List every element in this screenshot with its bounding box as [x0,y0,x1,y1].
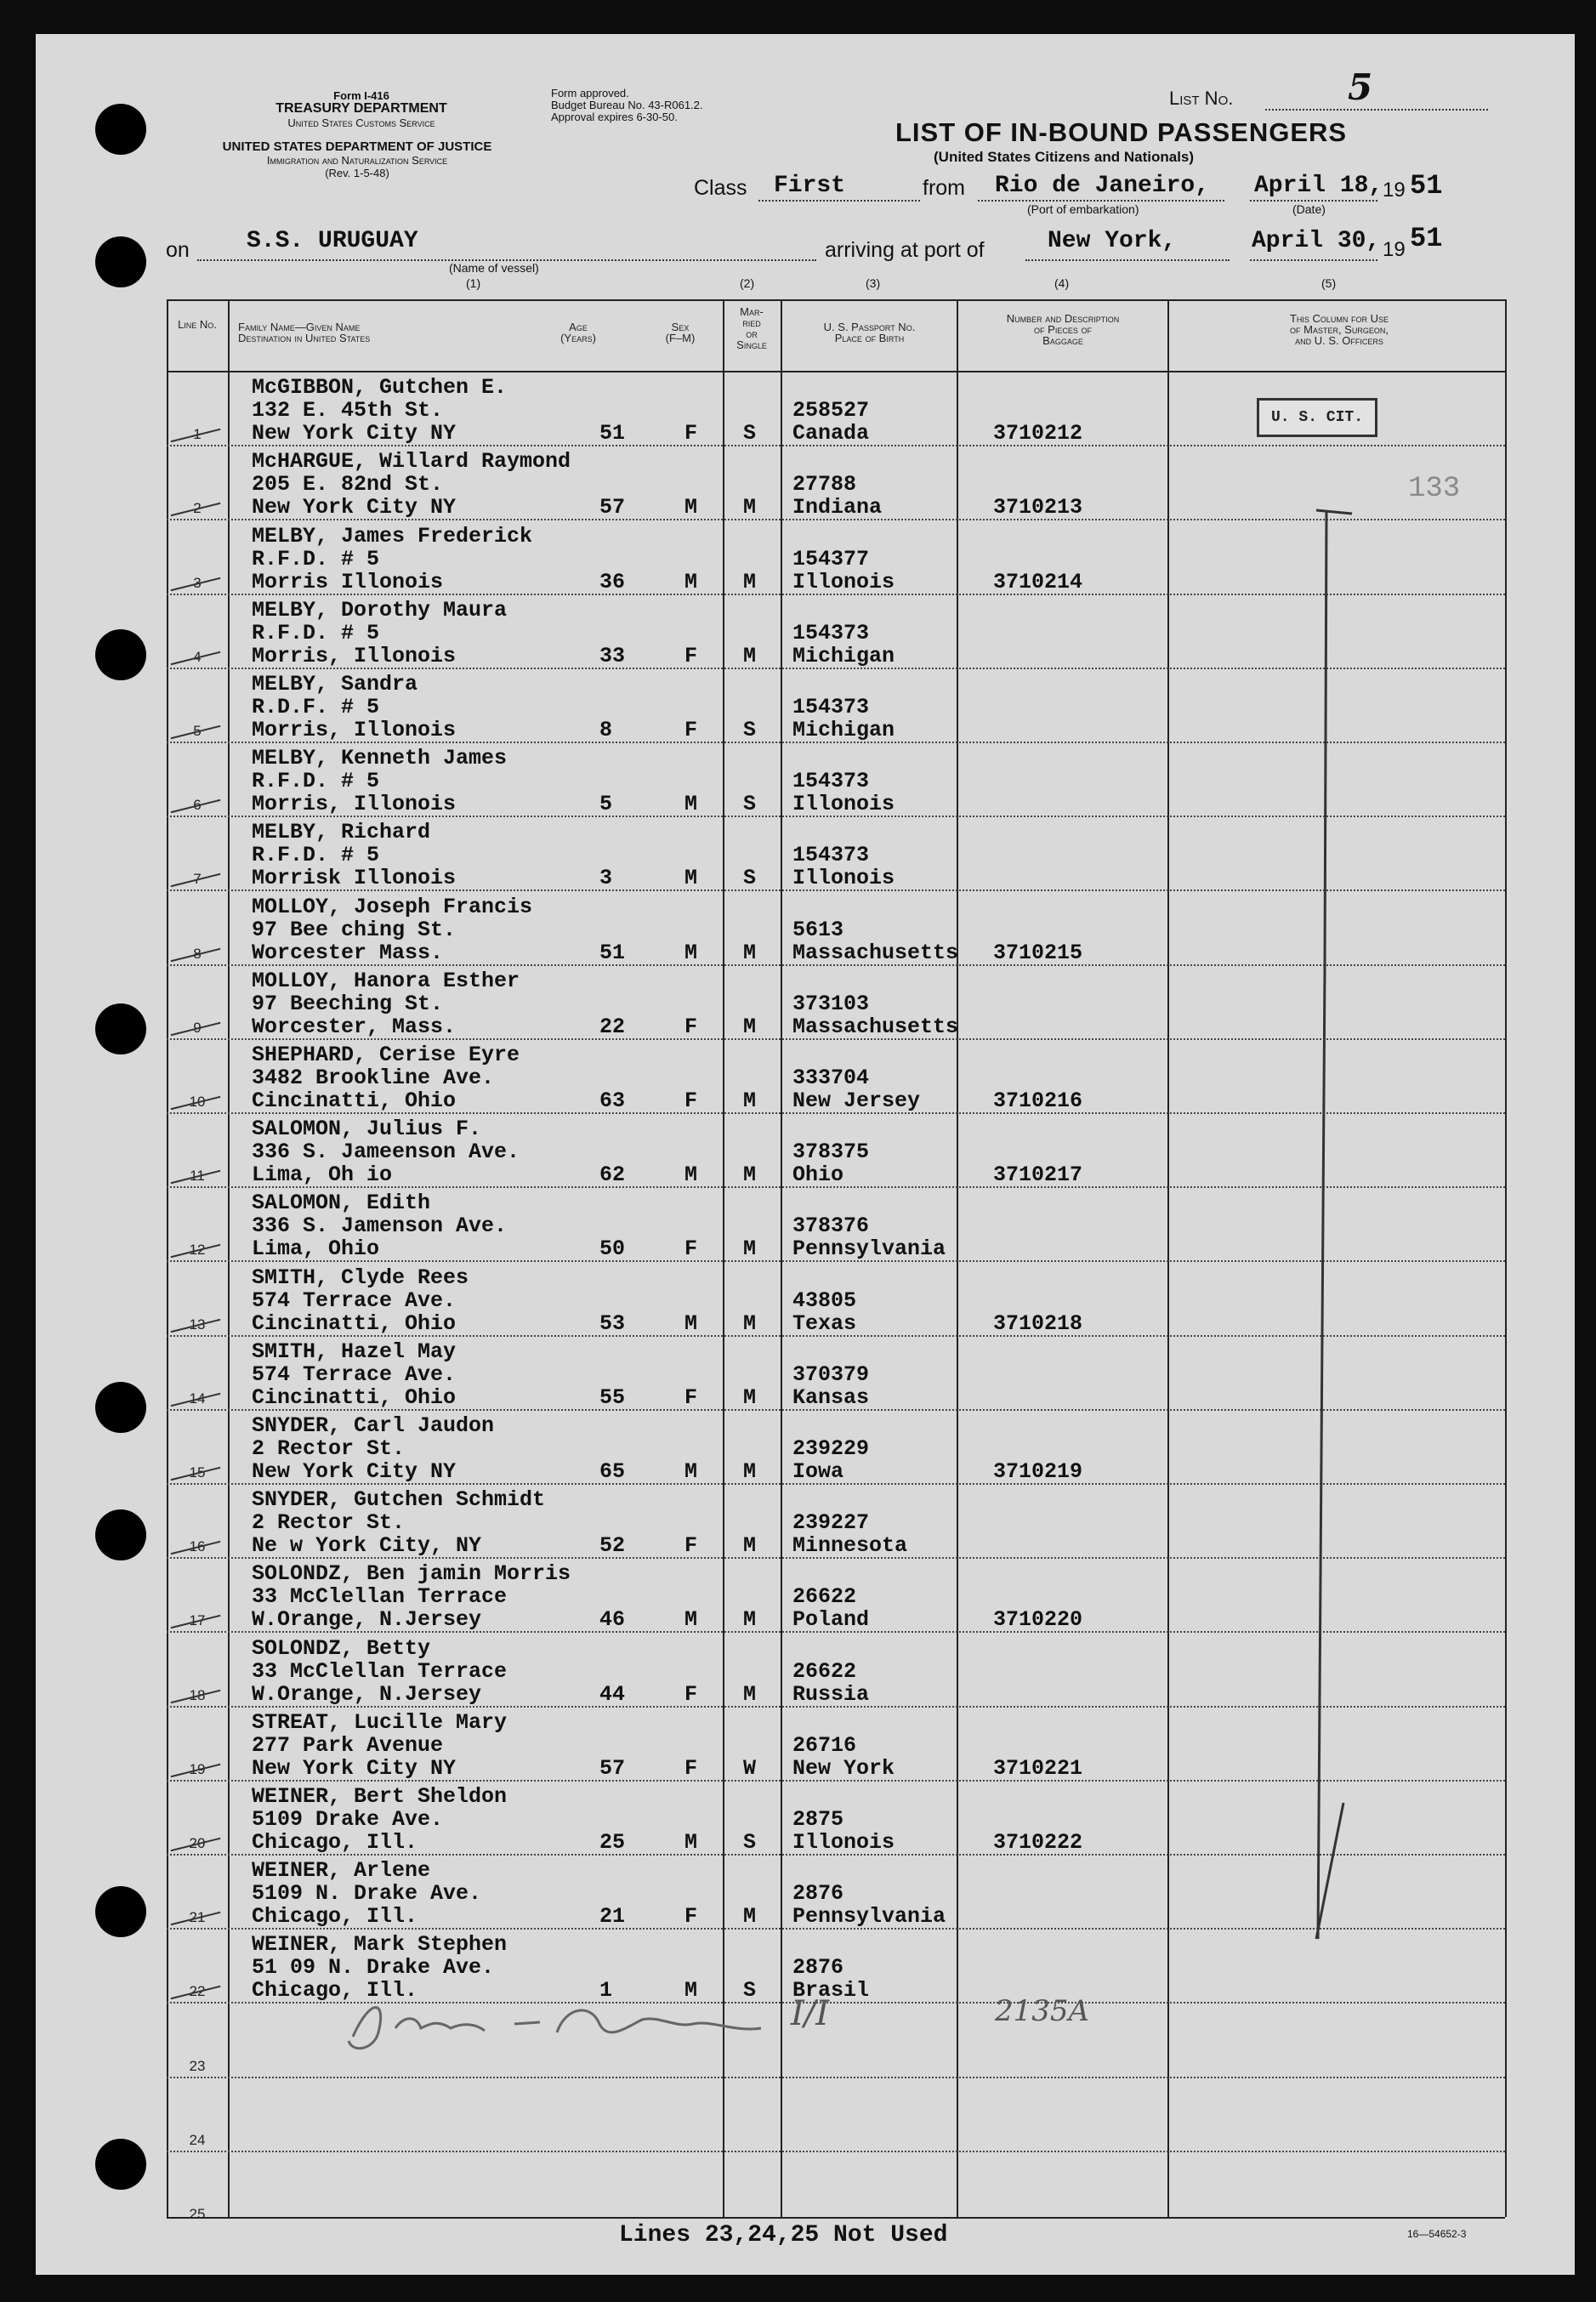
arrival-date-line [1250,259,1377,261]
handwritten-code: 2135A [995,1994,1090,2028]
punch-hole [95,1003,146,1054]
punch-hole [95,2139,146,2190]
line-number: 7 [193,871,202,888]
class-label: Class [694,176,747,200]
line-number: 21 [189,1909,206,1926]
line-number: 3 [193,574,202,591]
line-number: 15 [189,1464,206,1481]
passport-number: 154373 [792,620,870,645]
list-no-value: 5 [1348,66,1373,108]
passenger-city: Chicago, Ill. [252,1830,418,1855]
year-prefix: 19 [1383,179,1406,202]
baggage-number: 3710215 [993,940,1083,965]
passport-number: 43805 [792,1287,857,1313]
line-number: 2 [193,500,202,517]
table-bottom-border [167,2217,1505,2219]
place-of-birth: Illonois [792,792,895,817]
place-of-birth: Pennsylvania [792,1904,946,1930]
form-title: LIST OF IN-BOUND PASSENGERS [895,117,1348,147]
line-number: 12 [189,1242,206,1259]
baggage-number: 3710220 [993,1607,1083,1633]
passenger-age: 52 [599,1533,626,1559]
line-number: 17 [189,1612,206,1629]
place-of-birth: Indiana [792,495,883,520]
form-number: Form I-416 [333,89,389,102]
form-subtitle: (United States Citizens and Nationals) [934,149,1195,165]
passenger-name: WEINER, Arlene [252,1858,431,1884]
passenger-name: MOLLOY, Hanora Esther [252,968,520,993]
passenger-address: 5109 N. Drake Ave. [252,1881,482,1907]
line-number: 1 [193,426,202,443]
passenger-address: 5109 Drake Ave. [252,1807,444,1832]
passenger-age: 1 [599,1978,613,2004]
line-number: 19 [189,1760,206,1777]
passenger-age: 65 [599,1459,626,1484]
marital-status: S [743,1830,757,1855]
line-number: 5 [193,723,202,739]
passenger-name: WEINER, Bert Sheldon [252,1784,508,1809]
passenger-address: 336 S. Jameenson Ave. [252,1140,520,1165]
passenger-address: 2 Rector St. [252,1510,406,1536]
passenger-age: 51 [599,940,626,965]
passenger-city: Morris, Illonois [252,792,457,817]
line-number: 16 [189,1538,206,1555]
passenger-address: 33 McClellan Terrace [252,1658,508,1684]
passenger-address: 33 McClellan Terrace [252,1584,508,1610]
marital-status: M [743,1162,757,1188]
passport-number: 27788 [792,472,857,497]
passenger-address: 3482 Brookline Ave. [252,1066,495,1090]
line-number: 10 [189,1094,206,1110]
marital-status: S [743,792,757,817]
passenger-city: Morrisk Illonois [252,866,457,891]
marital-status: M [743,940,757,965]
passenger-age: 22 [599,1014,626,1039]
passenger-city: Cincinatti, Ohio [252,1384,457,1410]
passenger-name: MELBY, James Frederick [252,523,533,549]
port-caption: (Port of embarkation) [1027,202,1139,216]
marital-status: S [743,421,757,446]
revision: (Rev. 1-5-48) [325,167,389,179]
punch-hole [95,1382,146,1433]
from-label: from [923,176,965,200]
place-of-birth: Massachusetts [792,940,959,965]
passenger-name: McGIBBON, Gutchen E. [252,375,508,401]
place-of-birth: New York [792,1755,895,1781]
col-num-1: (1) [466,276,481,290]
passenger-address: 97 Beeching St. [252,991,444,1016]
punch-hole [95,629,146,680]
marital-status: M [743,1088,757,1113]
baggage-number: 3710212 [993,421,1083,446]
marital-status: M [743,1459,757,1484]
passenger-sex: F [684,1755,698,1781]
passenger-sex: M [684,495,698,520]
place-of-birth: Canada [792,421,870,446]
marital-status: M [743,1533,757,1559]
passport-number: 154373 [792,769,870,794]
passenger-name: MOLLOY, Joseph Francis [252,894,533,919]
passenger-name: SNYDER, Gutchen Schmidt [252,1487,546,1513]
passenger-city: Lima, Ohio [252,1236,380,1262]
passenger-sex: F [684,1904,698,1930]
col-header-passport: U. S. Passport No. Place of Birth [823,321,916,344]
place-of-birth: Minnesota [792,1533,908,1559]
passenger-name: MELBY, Dorothy Maura [252,597,508,622]
passenger-name: SMITH, Clyde Rees [252,1265,469,1290]
line-number: 18 [189,1686,206,1703]
row-divider [167,2077,1505,2078]
col-num-3: (3) [866,276,881,290]
passport-number: 26622 [792,1584,857,1610]
marital-status: M [743,495,757,520]
passport-number: 2876 [792,1881,844,1907]
marital-status: M [743,569,757,594]
passenger-address: 336 S. Jamenson Ave. [252,1214,508,1239]
marital-status: M [743,1310,757,1336]
passport-number: 2876 [792,1955,844,1981]
port-line [978,200,1224,202]
col-header-officers: This Column for Use of Master, Surgeon, and U. S. Officers [1289,312,1389,347]
passenger-name: SALOMON, Edith [252,1191,431,1216]
passenger-address: R.F.D. # 5 [252,769,380,794]
marital-status: M [743,1607,757,1633]
line-number: 4 [193,648,202,665]
justice-department: UNITED STATES DEPARTMENT OF JUSTICE [222,139,492,154]
list-no-line [1265,109,1488,111]
passenger-address: 2 Rector St. [252,1436,406,1461]
passenger-age: 25 [599,1830,626,1855]
baggage-number: 3710222 [993,1830,1083,1855]
passenger-sex: F [684,421,698,446]
us-citizen-stamp: U. S. CIT. [1257,398,1377,437]
baggage-number: 3710221 [993,1755,1083,1781]
marital-status: S [743,718,757,742]
passport-number: 26716 [792,1732,857,1758]
baggage-number: 3710217 [993,1162,1083,1188]
baggage-number: 3710219 [993,1459,1083,1484]
arrival-year: 51 [1410,223,1443,254]
place-of-birth: Michigan [792,643,895,668]
officer-check-line [1275,476,1377,2007]
place-of-birth: Brasil [792,1978,870,2004]
passenger-sex: F [684,1236,698,1262]
passenger-sex: M [684,1978,698,2004]
passenger-sex: M [684,1830,698,1855]
passenger-address: 205 E. 82nd St. [252,472,444,497]
passenger-sex: M [684,569,698,594]
signature [336,1990,778,2058]
place-of-birth: Russia [792,1681,870,1707]
passenger-sex: M [684,1310,698,1336]
arriving-label: arriving at port of [825,238,985,262]
table-header-border [167,371,1505,372]
passenger-sex: M [684,866,698,891]
line-number: 9 [193,1019,202,1036]
passenger-city: Ne w York City, NY [252,1533,482,1559]
passenger-age: 33 [599,643,626,668]
class-line [758,200,920,202]
marital-status: S [743,1978,757,2004]
port-of-embarkation: Rio de Janeiro, [995,173,1210,199]
list-no-label: List No. [1169,88,1234,109]
passenger-age: 3 [599,866,613,891]
passenger-sex: M [684,792,698,817]
passenger-address: R.D.F. # 5 [252,695,380,719]
passport-number: 373103 [792,991,870,1016]
passenger-name: SNYDER, Carl Jaudon [252,1413,495,1438]
line-number: 11 [190,1168,205,1185]
passenger-name: SHEPHARD, Cerise Eyre [252,1043,520,1067]
approval-line: Form approved. [551,87,629,99]
marital-status: M [743,1236,757,1262]
passenger-age: 55 [599,1384,626,1410]
passenger-sex: F [684,718,698,742]
passenger-city: New York City NY [252,495,457,520]
on-label: on [166,238,190,262]
place-of-birth: Iowa [792,1459,844,1484]
passenger-city: Morris, Illonois [252,718,457,742]
passenger-address: 574 Terrace Ave. [252,1361,457,1387]
arrival-port-line [1025,259,1230,261]
place-of-birth: Texas [792,1310,857,1336]
col-num-4: (4) [1054,276,1070,290]
place-of-birth: Poland [792,1607,870,1633]
passenger-address: 277 Park Avenue [252,1732,444,1758]
passport-number: 258527 [792,398,870,423]
col-header-married: Mar- ried or Single [736,305,767,351]
punch-hole [95,1886,146,1937]
departure-year: 51 [1410,170,1443,202]
marital-status: W [743,1755,757,1781]
place-of-birth: New Jersey [792,1088,921,1113]
passenger-sex: F [684,1014,698,1039]
approval-block [551,88,703,123]
passenger-city: W.Orange, N.Jersey [252,1681,482,1707]
place-of-birth: Kansas [792,1384,870,1410]
place-of-birth: Ohio [792,1162,844,1188]
passenger-sex: M [684,940,698,965]
passport-number: 239229 [792,1436,870,1461]
passenger-age: 46 [599,1607,626,1633]
passenger-city: New York City NY [252,421,457,446]
passenger-sex: F [684,1681,698,1707]
passenger-name: MELBY, Richard [252,820,431,845]
passport-number: 154373 [792,843,870,868]
year-prefix: 19 [1383,238,1406,261]
passport-number: 154377 [792,546,870,571]
departure-date: April 18, [1254,173,1383,199]
passenger-name: WEINER, Mark Stephen [252,1932,508,1958]
passenger-name: STREAT, Lucille Mary [252,1709,508,1735]
punch-hole [95,1509,146,1560]
passport-number: 154373 [792,695,870,719]
passenger-age: 8 [599,718,613,742]
passenger-name: SALOMON, Julius F. [252,1117,482,1142]
passport-number: 378376 [792,1214,870,1239]
line-number: 25 [189,2206,206,2222]
line-number: 20 [189,1835,206,1851]
passenger-age: 51 [599,421,626,446]
stamp-number: 133 [1408,473,1461,505]
passenger-city: Morris Illonois [252,569,444,594]
place-of-birth: Illonois [792,569,895,594]
passenger-age: 50 [599,1236,626,1262]
table-top-border [167,299,1505,301]
passenger-address: 132 E. 45th St. [252,398,444,423]
col-num-5: (5) [1321,276,1337,290]
row-divider [167,2151,1505,2152]
passport-number: 2875 [792,1807,844,1832]
passenger-name: MELBY, Kenneth James [252,746,508,771]
passport-number: 378375 [792,1140,870,1165]
line-number: 6 [193,797,202,814]
passenger-city: Cincinatti, Ohio [252,1310,457,1336]
passenger-sex: M [684,1162,698,1188]
passenger-city: Morris, Illonois [252,643,457,668]
col-header-line-no: Line No. [178,318,217,331]
immigration-service: Immigration and Naturalization Service [266,154,448,167]
passenger-name: SOLONDZ, Ben jamin Morris [252,1561,571,1587]
passport-number: 26622 [792,1658,857,1684]
punch-hole [95,236,146,287]
approval-line: Approval expires 6-30-50. [551,111,678,123]
passenger-city: W.Orange, N.Jersey [252,1607,482,1633]
passenger-age: 53 [599,1310,626,1336]
passenger-address: R.F.D. # 5 [252,843,380,868]
marital-status: M [743,1014,757,1039]
line-number: 13 [189,1316,206,1333]
line-number: 14 [189,1390,206,1407]
passenger-sex: F [684,1088,698,1113]
arrival-port: New York, [1048,228,1177,254]
place-of-birth: Illonois [792,1830,895,1855]
passport-number: 5613 [792,917,844,942]
passenger-sex: F [684,1533,698,1559]
col-header-age: Age (Years) [560,321,596,344]
passenger-city: Chicago, Ill. [252,1904,418,1930]
passenger-age: 21 [599,1904,626,1930]
passenger-sex: M [684,1459,698,1484]
passenger-name: McHARGUE, Willard Raymond [252,449,571,475]
customs-service: United States Customs Service [287,117,435,129]
line-number: 22 [189,1983,206,2000]
baggage-number: 3710216 [993,1088,1083,1113]
passport-number: 370379 [792,1361,870,1387]
passenger-name: MELBY, Sandra [252,672,418,696]
passenger-address: R.F.D. # 5 [252,546,380,571]
passenger-sex: F [684,1384,698,1410]
passenger-city: New York City NY [252,1459,457,1484]
passenger-age: 5 [599,792,613,817]
handwritten-initials: I/I [791,1994,830,2033]
passenger-age: 63 [599,1088,626,1113]
passenger-city: Chicago, Ill. [252,1978,418,2004]
passport-number: 239227 [792,1510,870,1536]
baggage-number: 3710213 [993,495,1083,520]
vessel-name: S.S. URUGUAY [247,228,418,254]
passenger-city: Lima, Oh io [252,1162,393,1188]
passenger-city: New York City NY [252,1755,457,1781]
passenger-address: R.F.D. # 5 [252,620,380,645]
passenger-name: SMITH, Hazel May [252,1339,457,1364]
passenger-city: Cincinatti, Ohio [252,1088,457,1113]
marital-status: S [743,866,757,891]
line-number: 23 [189,2057,206,2074]
marital-status: M [743,1384,757,1410]
baggage-number: 3710214 [993,569,1083,594]
marital-status: M [743,643,757,668]
passenger-city: Worcester Mass. [252,940,444,965]
place-of-birth: Pennsylvania [792,1236,946,1262]
class-value: First [774,173,846,199]
passport-number: 333704 [792,1066,870,1090]
vessel-caption: (Name of vessel) [449,261,539,275]
date-caption: (Date) [1292,202,1326,216]
col-border [1505,299,1507,2217]
place-of-birth: Massachusetts [792,1014,959,1039]
approval-line: Budget Bureau No. 43-R061.2. [551,99,703,111]
baggage-number: 3710218 [993,1310,1083,1336]
form-code: 16—54652-3 [1407,2228,1467,2240]
col-header-name: Family Name—Given Name Destination in United States [238,321,371,344]
footer-note: Lines 23,24,25 Not Used [619,2222,948,2248]
passenger-age: 36 [599,569,626,594]
line-number: 8 [193,945,202,962]
passenger-address: 51 09 N. Drake Ave. [252,1955,495,1981]
marital-status: M [743,1904,757,1930]
passenger-city: Worcester, Mass. [252,1014,457,1039]
arrival-date: April 30, [1252,228,1381,254]
col-header-sex: Sex (F–M) [665,321,696,344]
col-header-baggage: Number and Description of Pieces of Baggage [1006,312,1120,347]
passenger-address: 97 Bee ching St. [252,917,457,942]
passenger-sex: M [684,1607,698,1633]
date-line [1250,200,1377,202]
passenger-age: 57 [599,1755,626,1781]
passenger-sex: F [684,643,698,668]
treasury-department: TREASURY DEPARTMENT [275,101,447,116]
punch-hole [95,104,146,155]
place-of-birth: Illonois [792,866,895,891]
place-of-birth: Michigan [792,718,895,742]
col-num-2: (2) [740,276,755,290]
passenger-age: 57 [599,495,626,520]
passenger-name: SOLONDZ, Betty [252,1635,431,1661]
marital-status: M [743,1681,757,1707]
line-number: 24 [189,2131,206,2148]
passenger-address: 574 Terrace Ave. [252,1287,457,1313]
passenger-age: 44 [599,1681,626,1707]
passenger-age: 62 [599,1162,626,1188]
